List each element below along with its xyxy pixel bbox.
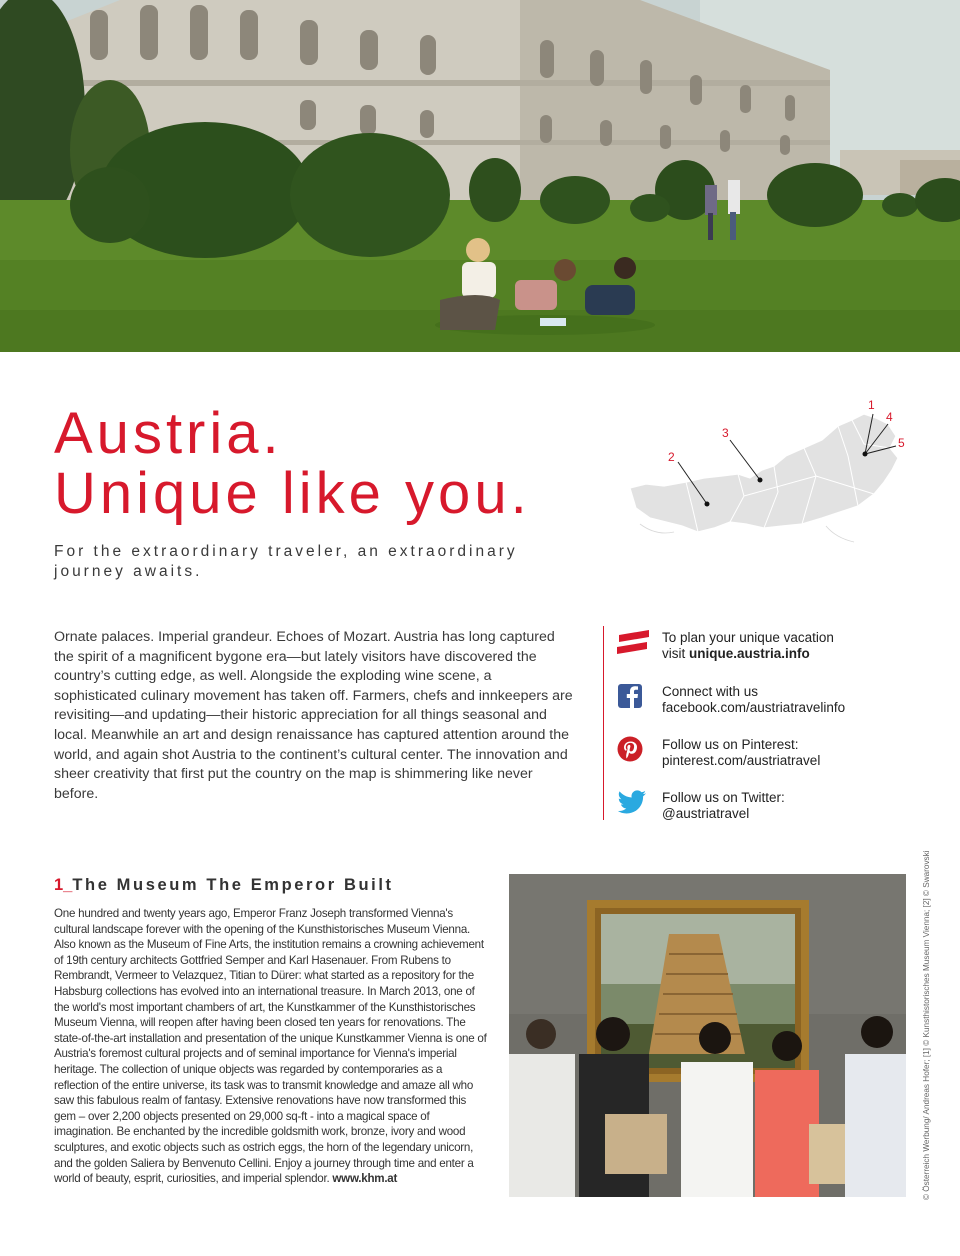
contact-twitter[interactable]: [616, 788, 906, 828]
pinterest-icon: [616, 735, 646, 765]
headline-line-1: Austria.: [54, 401, 283, 466]
pinterest-link[interactable]: pinterest.com/austriatravel: [662, 752, 821, 768]
contact-pinterest-text: [662, 737, 820, 768]
feature-body-text: One hundred and twenty years ago, Emperor Franz Joseph transformed Vienna's cultural landscape forever with the opening of the Kunsthistorisches Museum Vienna. Also known as the Museum of Fine Arts, the institution remains a crowning achievement of 19th century architects Gottfried Semper and Karl Hasenauer. From Rubens to Rembrandt, Vermeer to Velazquez, Titian to Dürer: what started as a repository for the Habsburg collections has evolved into an international treasure. In March 2013, one of the world's most important chambers of art, the Kunstkammer of the Kunsthistorisches Museum Vienna, will reopen after having been closed ten years for renovations. The state-of-the-art installation and presentation of the unique Kunstkammer Vienna is one of Austria's foremost cultural projects and of seminal importance for Vienna's imperial heritage. The collection of unique objects was regarded by contemporaries as a reflection of the entire universe, its task was to transmit knowledge and amaze all who saw this fabulous realm of fantasy. Extensive renovations have now transformed this gem – over 2,200 objects presented on 29,000 sq-ft - into a magical space of imagination. Be enchanted by the incredible goldsmith work, bronze, ivory and wood sculptures, and exotic objects such as ostrich eggs, the horn of the legendary unicorn, and the golden Saliera by Benvenuto Cellini. Enjoy a journey through time and enter a world of beauty, esprit, curiosities, and imperial splendor.: [54, 907, 487, 1186]
contact-vacation-line2-prefix: visit: [662, 645, 689, 661]
map-marker-5: 5: [898, 436, 905, 450]
feature-title-text: The Museum The Emperor Built: [72, 876, 394, 894]
feature-title: [54, 876, 394, 895]
museum-photo: [509, 874, 906, 1197]
vacation-link[interactable]: unique.austria.info: [689, 645, 810, 661]
facebook-icon: [616, 682, 646, 712]
twitter-link[interactable]: @austriatravel: [662, 805, 750, 821]
map-marker-3: 3: [722, 426, 729, 440]
contact-list: [603, 626, 903, 820]
twitter-icon: [616, 788, 646, 818]
map-marker-2: 2: [668, 450, 675, 464]
feature-number: 1_: [54, 876, 73, 894]
contact-pinterest-line1: Follow us on Pinterest:: [662, 737, 799, 752]
contact-pinterest[interactable]: [616, 735, 906, 775]
hero-illustration: [0, 0, 960, 352]
contact-facebook-line1: Connect with us: [662, 684, 759, 699]
subheadline: For the extraordinary traveler, an extraordinary journey awaits.: [54, 543, 518, 580]
contact-twitter-line1: Follow us on Twitter:: [662, 790, 785, 805]
museum-illustration: [509, 874, 906, 1197]
contact-vacation-text: [662, 630, 834, 661]
photo-credit: © Österreich Werbung/ Andreas Hofer; [1] © Kunsthistorisches Museum Vienna; [2] © Swarovski: [922, 850, 931, 1200]
intro-paragraph: Ornate palaces. Imperial grandeur. Echoes of Mozart. Austria has long captured the spirit of a magnificent bygone era—but lately visitors have discovered the country’s cutting edge, as well. Alongside the exploding wine scene, a sophisticated culinary movement has taken off. Farmers, chefs and innkeepers are revisiting—and updating—their historic appreciation for all things seasonal and local. Meanwhile an art and design renaissance has captured attention around the world, and again shot Austria to the continent’s cultural center. The innovation and sheer creativity that first put the country on the map is shimmering like never before.: [54, 629, 573, 802]
hero-photo: [0, 0, 960, 352]
austria-map: [626, 396, 916, 556]
austria-map-shape: [626, 396, 916, 556]
contact-vacation-line1: To plan your unique vacation: [662, 630, 834, 645]
contact-twitter-text: [662, 790, 785, 821]
headline-line-2: Unique like you.: [54, 461, 531, 526]
austria-flag-icon: [616, 628, 646, 658]
museum-link[interactable]: www.khm.at: [332, 1172, 398, 1186]
contact-facebook-text: [662, 684, 845, 715]
contact-vacation[interactable]: [616, 628, 906, 668]
map-marker-1: 1: [868, 398, 875, 412]
contact-facebook[interactable]: [616, 682, 906, 722]
headline: [54, 401, 614, 526]
facebook-link[interactable]: facebook.com/austriatravelinfo: [662, 699, 846, 715]
map-marker-4: 4: [886, 410, 893, 424]
feature-body: [54, 906, 488, 1187]
